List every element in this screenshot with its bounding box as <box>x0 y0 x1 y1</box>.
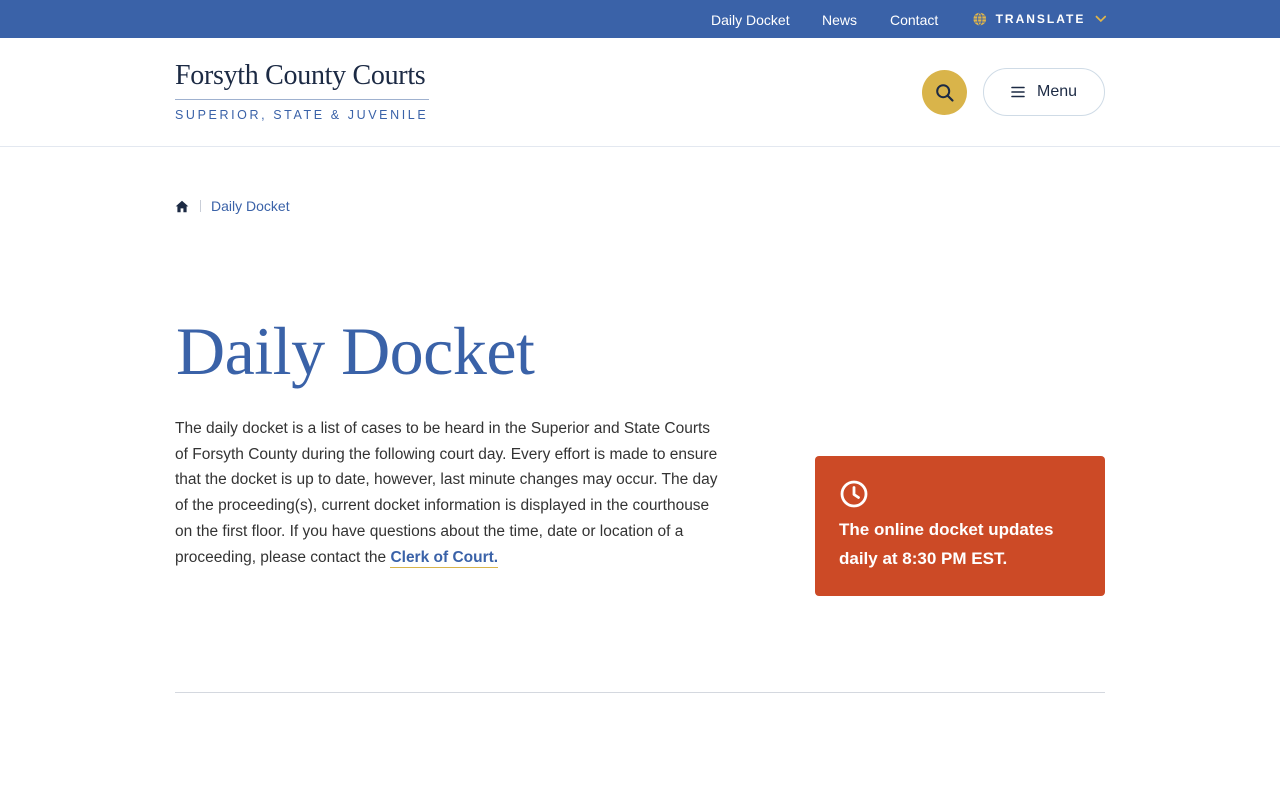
utility-link-contact[interactable]: Contact <box>890 12 939 28</box>
home-icon[interactable] <box>175 200 189 213</box>
utility-link-daily-docket[interactable]: Daily Docket <box>711 12 790 28</box>
clerk-of-court-link[interactable]: Clerk of Court. <box>390 548 499 566</box>
utility-bar <box>0 0 1280 38</box>
page-title: Daily Docket <box>176 313 535 389</box>
breadcrumb <box>175 196 290 216</box>
search-icon <box>935 83 955 103</box>
clock-icon <box>839 479 869 509</box>
menu-button[interactable] <box>983 68 1105 116</box>
breadcrumb-current[interactable]: Daily Docket <box>211 198 290 214</box>
menu-label: Menu <box>1036 83 1078 100</box>
intro-paragraph <box>175 416 720 570</box>
notice-text: The online docket updates daily at 8:30 PM EST. <box>839 520 1054 568</box>
translate-label: TRANSLATE <box>995 12 1086 26</box>
docket-update-notice <box>815 456 1105 596</box>
content-divider <box>175 692 1105 693</box>
intro-text: The daily docket is a list of cases to be heard in the Superior and State Courts of Forsyth County during the following court day. Every effort is made to ensure that the docket is up to date, however, last minute changes may occur. The day of the proceeding(s), current docket information is displayed in the courthouse on the first floor. If you have questions about the time, date or location of a proceeding, please contact the <box>175 420 718 566</box>
globe-icon <box>973 12 987 26</box>
site-logo-tagline: SUPERIOR, STATE & JUVENILE <box>175 108 429 122</box>
site-header <box>0 38 1280 147</box>
logo-divider <box>175 99 429 100</box>
chevron-down-icon <box>1095 15 1107 23</box>
utility-link-news[interactable]: News <box>822 12 858 28</box>
search-button[interactable] <box>922 70 967 115</box>
breadcrumb-separator <box>200 200 201 212</box>
translate-dropdown[interactable] <box>973 0 1107 38</box>
site-logo-name[interactable]: Forsyth County Courts <box>175 60 426 91</box>
hamburger-icon <box>1011 86 1025 98</box>
